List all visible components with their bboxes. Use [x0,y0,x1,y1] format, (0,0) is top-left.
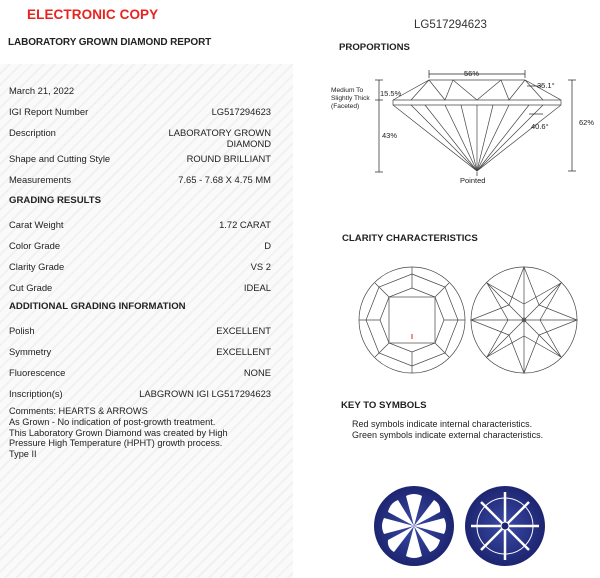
arrows-image [465,486,545,566]
cut-value: IDEAL [243,282,271,293]
additional-info-heading: ADDITIONAL GRADING INFORMATION [9,301,186,312]
symmetry-value: EXCELLENT [216,346,271,357]
clarity-plots [354,264,584,380]
shape-label: Shape and Cutting Style [9,153,111,164]
polish-label: Polish [9,325,35,336]
comments-line-4: Pressure High Temperature (HPHT) growth process. [9,438,223,449]
electronic-copy-label: ELECTRONIC COPY [27,7,159,22]
comments-line-3: This Laboratory Grown Diamond was created by High [9,427,228,438]
report-title: LABORATORY GROWN DIAMOND REPORT [8,37,212,48]
description-label: Description [9,127,56,138]
fluorescence-value: NONE [243,367,271,378]
color-value: D [264,240,271,251]
polish-value: EXCELLENT [216,325,271,336]
clarity-label: Clarity Grade [9,261,65,272]
green-symbols-text: Green symbols indicate external characteristics. [352,430,544,440]
fluorescence-label: Fluorescence [9,367,66,378]
inscription-value: LABGROWN IGI LG517294623 [139,388,271,399]
table-pct: 56% [464,69,480,78]
carat-label: Carat Weight [9,219,64,230]
clarity-value: VS 2 [250,261,271,272]
comments-line-5: Type II [9,449,37,460]
report-number-value: LG517294623 [211,106,271,117]
symmetry-label: Symmetry [9,346,52,357]
clarity-heading: CLARITY CHARACTERISTICS [342,233,478,244]
crown-plot [359,267,465,373]
description-value-line1: LABORATORY GROWN [168,127,271,138]
report-number-label: IGI Report Number [9,106,89,117]
proportions-heading: PROPORTIONS [339,42,410,53]
key-to-symbols-heading: KEY TO SYMBOLS [341,400,427,411]
shape-value: ROUND BRILLIANT [186,153,271,164]
crown-height: 15.5% [380,89,402,98]
proportions-diagram [327,62,595,190]
pavilion-depth: 43% [382,131,398,140]
girdle-line-3: (Faceted) [331,103,360,110]
report-number-top: LG517294623 [414,19,487,31]
color-label: Color Grade [9,240,61,251]
crown-angle: 35.1° [537,81,555,90]
report-date: March 21, 2022 [9,85,75,96]
hearts-image [374,486,454,566]
inscription-label: Inscription(s) [9,388,63,399]
pavilion-angle: 40.6° [531,122,549,131]
girdle-line-2: Slightly Thick [331,95,370,102]
comments-line-1: Comments: HEARTS & ARROWS [9,406,148,416]
measurements-label: Measurements [9,174,72,185]
pavilion-plot [471,267,577,373]
description-value [169,127,271,149]
cut-label: Cut Grade [9,282,53,293]
carat-value: 1.72 CARAT [219,219,271,230]
total-depth: 62% [579,118,595,127]
red-symbols-text: Red symbols indicate internal characteristics. [352,419,533,429]
description-value-line2: DIAMOND [226,138,271,149]
grading-results-heading: GRADING RESULTS [9,195,102,206]
culet: Pointed [460,176,486,185]
hearts-and-arrows-images [372,484,552,568]
measurements-value: 7.65 - 7.68 X 4.75 MM [178,174,271,185]
comments-line-2: As Grown - No indication of post-growth treatment. [9,416,216,427]
comments-block [9,406,279,460]
girdle-line-1: Medium To [331,87,364,94]
